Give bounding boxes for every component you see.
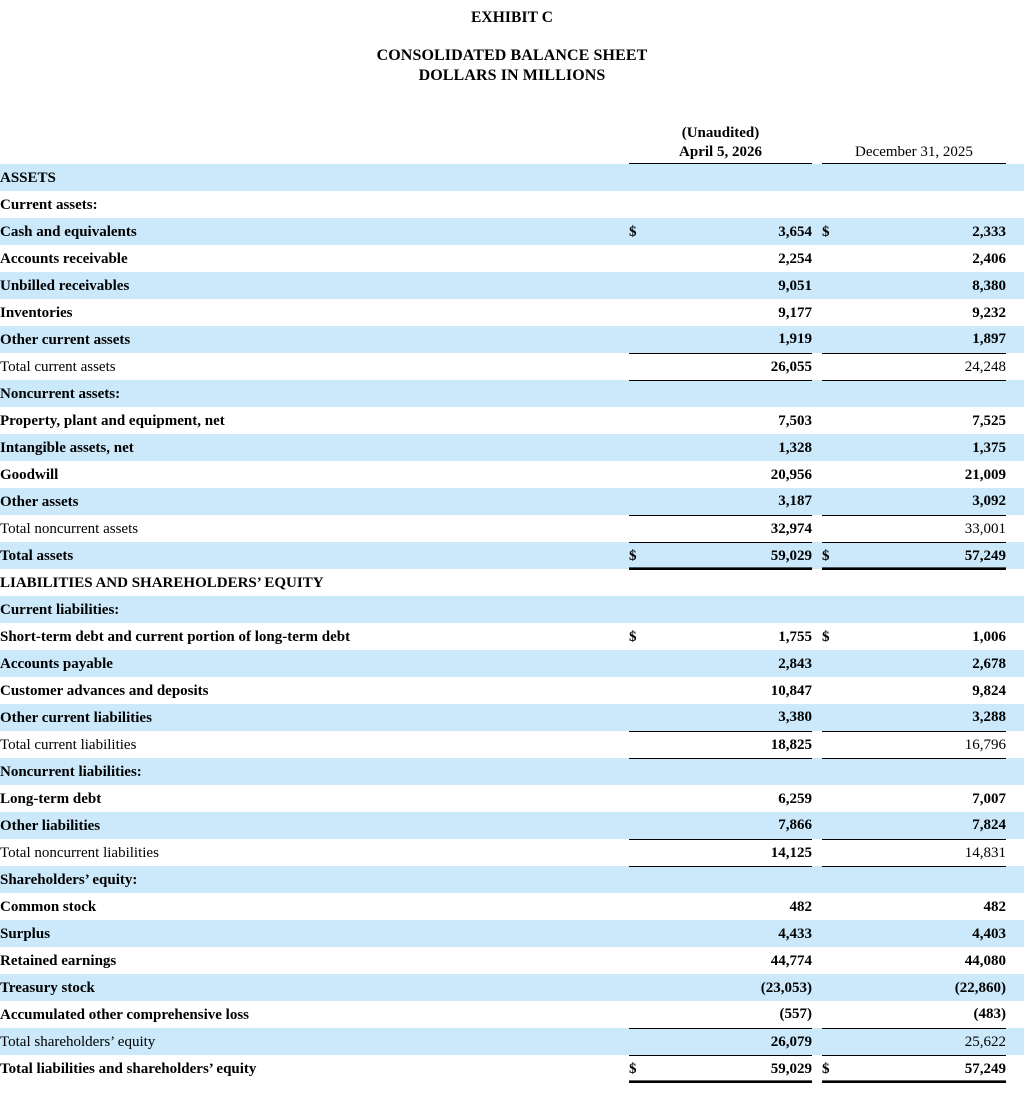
row-value-prior: 1,006 — [844, 623, 1006, 650]
row-value-prior: 57,249 — [844, 542, 1006, 569]
row-tail — [1006, 542, 1024, 569]
row-currency-prior — [822, 893, 844, 920]
page-subtitle: DOLLARS IN MILLIONS — [418, 67, 606, 84]
row-currency-prior — [822, 974, 844, 1001]
row-gap — [812, 623, 822, 650]
row-gap — [812, 1055, 822, 1082]
row-gap — [812, 299, 822, 326]
table-row — [0, 812, 1024, 839]
row-value-current: (557) — [651, 1001, 812, 1028]
row-currency-current — [629, 272, 651, 299]
row-currency-current — [629, 893, 651, 920]
row-currency-current — [629, 947, 651, 974]
row-label: Property, plant and equipment, net — [0, 407, 629, 434]
row-label: Total noncurrent assets — [0, 515, 629, 542]
row-tail — [1006, 920, 1024, 947]
row-value-current: 2,843 — [651, 650, 812, 677]
row-gap — [812, 218, 822, 245]
row-value-prior: 8,380 — [844, 272, 1006, 299]
row-value-current: 3,187 — [651, 488, 812, 515]
table-row — [0, 785, 1024, 812]
column-header-current-line1: (Unaudited) — [681, 125, 760, 141]
row-gap — [812, 731, 822, 758]
section-header-assets — [0, 164, 1024, 191]
row-value-prior: 25,622 — [844, 1028, 1006, 1055]
row-currency-prior: $ — [822, 218, 844, 245]
table-row-total — [0, 515, 1024, 542]
row-value-current: 2,254 — [651, 245, 812, 272]
row-currency-prior — [822, 812, 844, 839]
row-label: Other liabilities — [0, 812, 629, 839]
row-currency-current — [629, 299, 651, 326]
row-value-current: 32,974 — [651, 515, 812, 542]
row-currency-current — [629, 704, 651, 731]
row-label: Surplus — [0, 920, 629, 947]
row-tail — [1006, 839, 1024, 866]
row-tail — [1006, 677, 1024, 704]
document-header — [0, 0, 1024, 86]
row-value-prior: 7,525 — [844, 407, 1006, 434]
table-row — [0, 488, 1024, 515]
table-row-total — [0, 839, 1024, 866]
row-value-prior: 482 — [844, 893, 1006, 920]
row-label: Total current liabilities — [0, 731, 629, 758]
row-value-current: 26,055 — [651, 353, 812, 380]
row-label: Total shareholders’ equity — [0, 1028, 629, 1055]
row-tail — [1006, 353, 1024, 380]
row-value-current: 14,125 — [651, 839, 812, 866]
row-label: Other current liabilities — [0, 704, 629, 731]
row-label: Retained earnings — [0, 947, 629, 974]
row-gap — [812, 542, 822, 569]
row-currency-prior — [822, 299, 844, 326]
table-row-grand-total — [0, 1055, 1024, 1082]
row-value-current: 7,866 — [651, 812, 812, 839]
row-value-current: 20,956 — [651, 461, 812, 488]
row-currency-prior — [822, 731, 844, 758]
row-tail — [1006, 893, 1024, 920]
row-value-current: 7,503 — [651, 407, 812, 434]
row-value-current: 1,919 — [651, 326, 812, 353]
row-value-current: 3,654 — [651, 218, 812, 245]
table-row — [0, 677, 1024, 704]
table-row — [0, 974, 1024, 1001]
row-currency-current — [629, 785, 651, 812]
row-value-current: 26,079 — [651, 1028, 812, 1055]
row-value-current: 18,825 — [651, 731, 812, 758]
row-currency-current — [629, 461, 651, 488]
row-currency-prior — [822, 947, 844, 974]
row-tail — [1006, 299, 1024, 326]
row-tail — [1006, 272, 1024, 299]
row-gap — [812, 245, 822, 272]
row-currency-current — [629, 677, 651, 704]
balance-sheet-table — [0, 164, 1024, 1083]
row-label: Cash and equivalents — [0, 218, 629, 245]
column-header-rule-prior — [822, 163, 1006, 164]
row-tail — [1006, 785, 1024, 812]
row-currency-prior — [822, 353, 844, 380]
row-label: Unbilled receivables — [0, 272, 629, 299]
table-row — [0, 623, 1024, 650]
row-currency-prior — [822, 434, 844, 461]
table-row — [0, 461, 1024, 488]
row-currency-current: $ — [629, 1055, 651, 1082]
row-value-prior: 7,007 — [844, 785, 1006, 812]
row-currency-current — [629, 731, 651, 758]
row-currency-prior — [822, 650, 844, 677]
row-value-prior: 7,824 — [844, 812, 1006, 839]
row-tail — [1006, 623, 1024, 650]
row-currency-prior — [822, 704, 844, 731]
row-currency-current — [629, 812, 651, 839]
row-value-prior: 1,375 — [844, 434, 1006, 461]
column-header-rule-current — [629, 163, 812, 164]
table-row — [0, 272, 1024, 299]
row-label: Total current assets — [0, 353, 629, 380]
table-row — [0, 299, 1024, 326]
row-tail — [1006, 1055, 1024, 1082]
row-currency-prior: $ — [822, 542, 844, 569]
row-value-prior: 2,406 — [844, 245, 1006, 272]
section-header-current-liabilities — [0, 596, 1024, 623]
row-currency-current — [629, 839, 651, 866]
row-currency-current — [629, 353, 651, 380]
row-label: Common stock — [0, 893, 629, 920]
row-label: Long-term debt — [0, 785, 629, 812]
row-currency-prior — [822, 407, 844, 434]
row-gap — [812, 326, 822, 353]
table-row-total — [0, 731, 1024, 758]
row-gap — [812, 461, 822, 488]
row-currency-current — [629, 1028, 651, 1055]
page-title: CONSOLIDATED BALANCE SHEET — [376, 47, 648, 64]
row-tail — [1006, 704, 1024, 731]
row-label: Accounts payable — [0, 650, 629, 677]
row-gap — [812, 515, 822, 542]
row-gap — [812, 353, 822, 380]
section-header-assets-label: ASSETS — [0, 164, 1024, 191]
section-header-shareholders-equity-label: Shareholders’ equity: — [0, 866, 1024, 893]
row-value-current: 44,774 — [651, 947, 812, 974]
row-currency-current — [629, 488, 651, 515]
row-value-current: 59,029 — [651, 542, 812, 569]
row-value-current: 10,847 — [651, 677, 812, 704]
section-header-liabilities-equity-label: LIABILITIES AND SHAREHOLDERS’ EQUITY — [0, 569, 1024, 596]
row-gap — [812, 272, 822, 299]
section-header-current-assets — [0, 191, 1024, 218]
row-currency-prior: $ — [822, 623, 844, 650]
row-value-prior: 3,288 — [844, 704, 1006, 731]
row-currency-prior — [822, 326, 844, 353]
row-currency-prior — [822, 515, 844, 542]
row-currency-prior — [822, 461, 844, 488]
row-currency-prior — [822, 245, 844, 272]
row-tail — [1006, 515, 1024, 542]
row-label: Intangible assets, net — [0, 434, 629, 461]
row-value-prior: 16,796 — [844, 731, 1006, 758]
section-header-current-liabilities-label: Current liabilities: — [0, 596, 1024, 623]
table-row — [0, 920, 1024, 947]
table-row — [0, 407, 1024, 434]
row-value-current: 482 — [651, 893, 812, 920]
row-currency-prior — [822, 920, 844, 947]
row-currency-prior — [822, 785, 844, 812]
row-tail — [1006, 812, 1024, 839]
row-label: Customer advances and deposits — [0, 677, 629, 704]
row-tail — [1006, 947, 1024, 974]
row-gap — [812, 920, 822, 947]
row-value-prior: 9,232 — [844, 299, 1006, 326]
row-value-prior: 33,001 — [844, 515, 1006, 542]
table-row — [0, 218, 1024, 245]
row-gap — [812, 407, 822, 434]
row-label: Other assets — [0, 488, 629, 515]
row-tail — [1006, 326, 1024, 353]
table-row — [0, 704, 1024, 731]
exhibit-label: EXHIBIT C — [470, 9, 554, 26]
section-header-liabilities-equity — [0, 569, 1024, 596]
row-tail — [1006, 461, 1024, 488]
row-tail — [1006, 407, 1024, 434]
row-value-prior: 2,678 — [844, 650, 1006, 677]
row-gap — [812, 812, 822, 839]
row-currency-current — [629, 974, 651, 1001]
row-value-current: 59,029 — [651, 1055, 812, 1082]
table-row — [0, 893, 1024, 920]
row-value-prior: 21,009 — [844, 461, 1006, 488]
row-value-prior: (483) — [844, 1001, 1006, 1028]
column-header-current — [629, 124, 812, 162]
row-label: Short-term debt and current portion of long-term debt — [0, 623, 629, 650]
row-value-current: 4,433 — [651, 920, 812, 947]
row-value-current: 1,328 — [651, 434, 812, 461]
row-currency-current — [629, 515, 651, 542]
section-header-shareholders-equity — [0, 866, 1024, 893]
column-header-prior — [822, 143, 1006, 162]
row-label: Other current assets — [0, 326, 629, 353]
section-header-noncurrent-assets — [0, 380, 1024, 407]
row-currency-current — [629, 326, 651, 353]
row-currency-prior — [822, 1001, 844, 1028]
row-gap — [812, 677, 822, 704]
row-value-current: (23,053) — [651, 974, 812, 1001]
row-gap — [812, 704, 822, 731]
row-gap — [812, 947, 822, 974]
row-tail — [1006, 650, 1024, 677]
row-value-current: 9,177 — [651, 299, 812, 326]
row-tail — [1006, 488, 1024, 515]
row-value-current: 6,259 — [651, 785, 812, 812]
row-currency-prior: $ — [822, 1055, 844, 1082]
row-value-current: 3,380 — [651, 704, 812, 731]
row-value-prior: 1,897 — [844, 326, 1006, 353]
row-gap — [812, 839, 822, 866]
row-currency-current — [629, 245, 651, 272]
row-label: Treasury stock — [0, 974, 629, 1001]
section-header-noncurrent-liabilities-label: Noncurrent liabilities: — [0, 758, 1024, 785]
row-tail — [1006, 218, 1024, 245]
row-value-prior: 24,248 — [844, 353, 1006, 380]
row-label: Total assets — [0, 542, 629, 569]
section-header-noncurrent-liabilities — [0, 758, 1024, 785]
row-label: Total liabilities and shareholders’ equity — [0, 1055, 629, 1082]
row-value-prior: 2,333 — [844, 218, 1006, 245]
table-row-grand-total — [0, 542, 1024, 569]
table-row — [0, 947, 1024, 974]
row-gap — [812, 974, 822, 1001]
row-gap — [812, 893, 822, 920]
row-currency-current: $ — [629, 218, 651, 245]
table-row — [0, 245, 1024, 272]
table-row — [0, 1001, 1024, 1028]
row-value-prior: 9,824 — [844, 677, 1006, 704]
row-tail — [1006, 434, 1024, 461]
row-gap — [812, 1001, 822, 1028]
row-gap — [812, 488, 822, 515]
row-currency-prior — [822, 488, 844, 515]
section-header-noncurrent-assets-label: Noncurrent assets: — [0, 380, 1024, 407]
row-value-current: 9,051 — [651, 272, 812, 299]
table-row — [0, 650, 1024, 677]
row-value-prior: 3,092 — [844, 488, 1006, 515]
row-value-prior: 14,831 — [844, 839, 1006, 866]
row-currency-current — [629, 920, 651, 947]
row-currency-current — [629, 407, 651, 434]
row-gap — [812, 1028, 822, 1055]
row-value-prior: (22,860) — [844, 974, 1006, 1001]
row-currency-current — [629, 434, 651, 461]
row-currency-current: $ — [629, 542, 651, 569]
row-gap — [812, 650, 822, 677]
section-header-current-assets-label: Current assets: — [0, 191, 1024, 218]
row-gap — [812, 434, 822, 461]
row-currency-prior — [822, 677, 844, 704]
row-value-prior: 57,249 — [844, 1055, 1006, 1082]
row-currency-prior — [822, 839, 844, 866]
row-tail — [1006, 731, 1024, 758]
row-currency-current — [629, 650, 651, 677]
table-row-total — [0, 1028, 1024, 1055]
row-tail — [1006, 1028, 1024, 1055]
row-value-prior: 44,080 — [844, 947, 1006, 974]
row-label: Accounts receivable — [0, 245, 629, 272]
row-tail — [1006, 974, 1024, 1001]
row-label: Inventories — [0, 299, 629, 326]
row-tail — [1006, 1001, 1024, 1028]
row-currency-prior — [822, 1028, 844, 1055]
table-row-total — [0, 353, 1024, 380]
row-label: Total noncurrent liabilities — [0, 839, 629, 866]
row-gap — [812, 785, 822, 812]
row-tail — [1006, 245, 1024, 272]
row-currency-current: $ — [629, 623, 651, 650]
table-row — [0, 434, 1024, 461]
column-header-current-line2: April 5, 2026 — [679, 144, 762, 160]
column-header-prior-line2: December 31, 2025 — [855, 144, 973, 160]
table-row — [0, 326, 1024, 353]
row-currency-prior — [822, 272, 844, 299]
row-currency-current — [629, 1001, 651, 1028]
row-label: Accumulated other comprehensive loss — [0, 1001, 629, 1028]
row-value-current: 1,755 — [651, 623, 812, 650]
row-label: Goodwill — [0, 461, 629, 488]
row-value-prior: 4,403 — [844, 920, 1006, 947]
table-column-headers — [0, 112, 1024, 164]
